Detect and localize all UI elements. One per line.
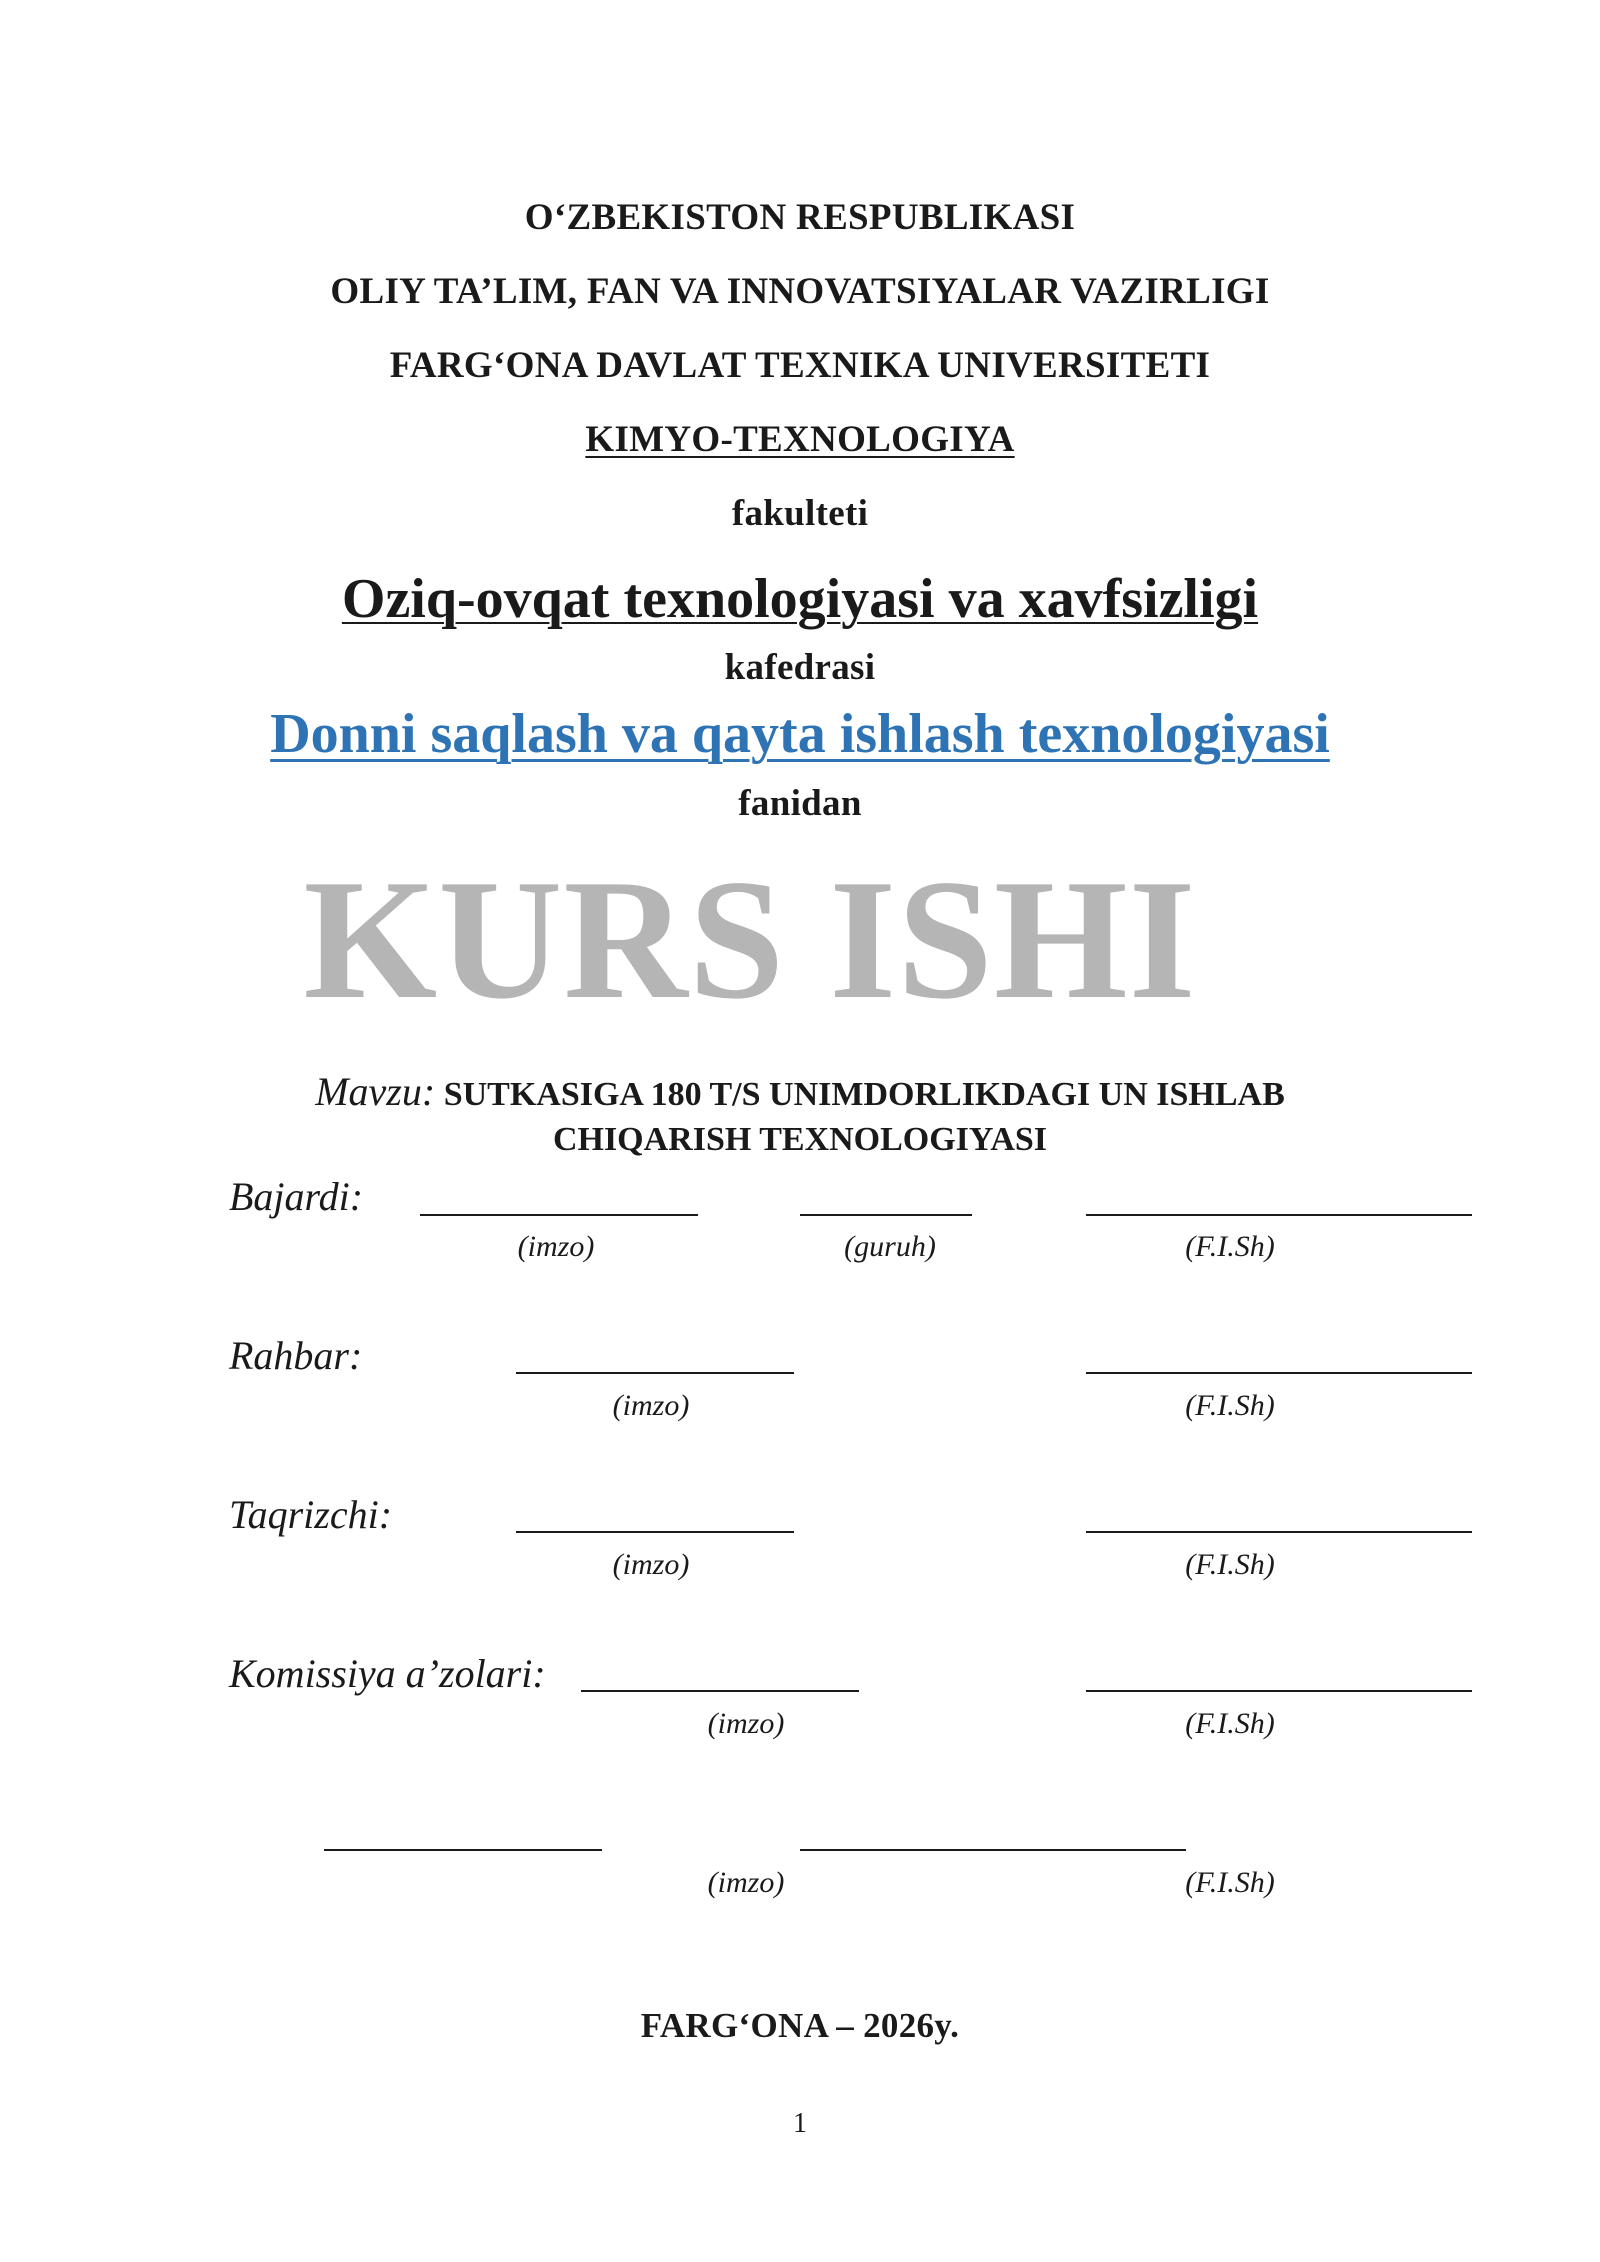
rahbar-imzo-caption: (imzo) <box>612 1389 690 1422</box>
topic-text-1: SUTKASIGA 180 T/S UNIMDORLIKDAGI UN ISHLAB <box>443 1076 1285 1113</box>
bajardi-group-line[interactable] <box>800 1214 972 1216</box>
faculty-name <box>0 418 1600 461</box>
taqrizchi-imzo-caption: (imzo) <box>612 1548 690 1581</box>
document-title: KURS ISHI <box>303 845 1197 1035</box>
subject-word: fanidan <box>738 783 862 824</box>
bajardi-fullname-line[interactable] <box>1086 1214 1472 1216</box>
ministry-name-line: OLIY TA’LIM, FAN VA INNOVATSIYALAR VAZIRLIGI <box>330 271 1270 312</box>
ministry-country-line: O‘ZBEKISTON RESPUBLIKASI <box>524 197 1076 238</box>
topic-label: Mavzu: <box>315 1069 436 1114</box>
department-name <box>0 567 1600 631</box>
taqrizchi-signature-line[interactable] <box>516 1531 794 1533</box>
faculty-word: fakulteti <box>731 493 869 534</box>
place-year: FARG‘ONA – 2026y. <box>640 2006 960 2045</box>
subject-name <box>0 702 1600 766</box>
topic-line-1 <box>0 1068 1600 1115</box>
komissiya-fullname-line[interactable] <box>1086 1690 1472 1692</box>
faculty-name-text: KIMYO-TEXNOLOGIYA <box>585 419 1015 460</box>
komissiya-imzo-caption: (imzo) <box>707 1707 785 1740</box>
university-name-line: FARG‘ONA DAVLAT TEXNIKA UNIVERSITETI <box>389 345 1211 386</box>
taqrizchi-label: Taqrizchi: <box>229 1492 393 1537</box>
department-name-text: Oziq-ovqat texnologiyasi va xavfsizligi <box>341 568 1259 630</box>
rahbar-signature-line[interactable] <box>516 1372 794 1374</box>
subject-name-text: Donni saqlash va qayta ishlash texnologiyasi <box>270 703 1330 765</box>
extra-signature-line[interactable] <box>324 1849 602 1851</box>
komissiya-fish-caption: (F.I.Sh) <box>1185 1707 1275 1740</box>
rahbar-label: Rahbar: <box>229 1333 363 1378</box>
bajardi-imzo-caption: (imzo) <box>517 1230 595 1263</box>
extra-fish-caption: (F.I.Sh) <box>1185 1866 1275 1899</box>
bajardi-guruh-caption: (guruh) <box>844 1230 936 1263</box>
komissiya-signature-line[interactable] <box>581 1690 859 1692</box>
extra-imzo-caption: (imzo) <box>707 1866 785 1899</box>
bajardi-signature-line[interactable] <box>420 1214 698 1216</box>
department-word: kafedrasi <box>724 647 876 688</box>
topic-line-2: CHIQARISH TEXNOLOGIYASI <box>552 1121 1048 1158</box>
page-number: 1 <box>793 2108 807 2139</box>
taqrizchi-fullname-line[interactable] <box>1086 1531 1472 1533</box>
rahbar-fish-caption: (F.I.Sh) <box>1185 1389 1275 1422</box>
extra-fullname-line[interactable] <box>800 1849 1186 1851</box>
bajardi-label: Bajardi: <box>229 1174 364 1219</box>
rahbar-fullname-line[interactable] <box>1086 1372 1472 1374</box>
taqrizchi-fish-caption: (F.I.Sh) <box>1185 1548 1275 1581</box>
komissiya-label: Komissiya a’zolari: <box>229 1651 546 1696</box>
bajardi-fish-caption: (F.I.Sh) <box>1185 1230 1275 1263</box>
